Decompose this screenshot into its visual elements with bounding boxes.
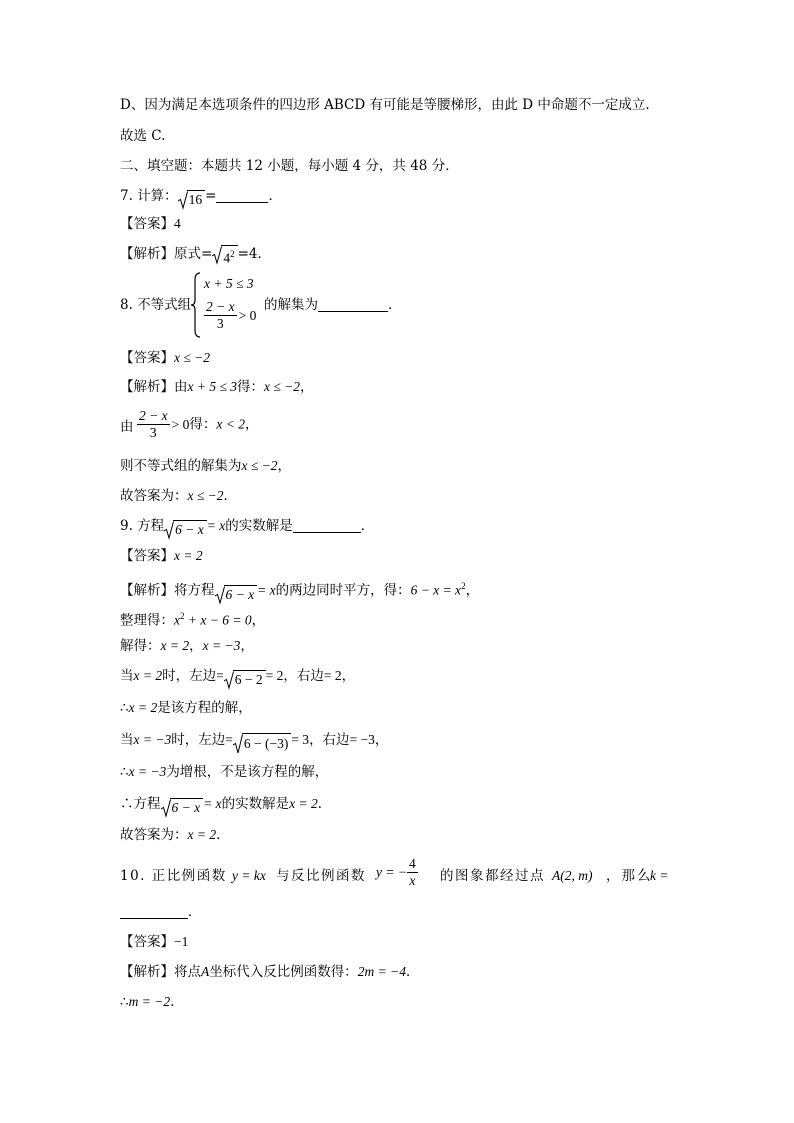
q8-a4-end: ． <box>223 488 238 504</box>
q8-blank <box>318 297 388 312</box>
q7-end: ． <box>268 188 282 204</box>
radical-sign-icon <box>178 190 188 210</box>
q8-analysis-tag: 【解析】 <box>120 379 174 395</box>
q9-s4-rval: = 2 <box>323 668 342 683</box>
q8-analysis-line-1 <box>120 377 680 397</box>
q9-s9-pre: 故答案为： <box>120 827 188 843</box>
q10-mid: 与反比例函数 <box>276 868 366 884</box>
q9-step-9 <box>120 825 680 845</box>
question-7 <box>120 186 680 210</box>
q10-tail2: ，那么 <box>606 868 653 884</box>
q9-s6-mid: 时，左边 <box>171 732 226 748</box>
q9-s3-pre: 解得： <box>120 638 161 654</box>
q10-f2-pre: y = − <box>376 864 407 880</box>
q9-s3-a: x = 2 <box>160 638 190 653</box>
q9-s1-res: 6 − x = x <box>410 582 462 598</box>
q9-s1-rhs: = x <box>257 582 276 598</box>
q7-sqrt <box>178 190 206 210</box>
q9-s4-mid: 时，左边 <box>162 668 217 684</box>
q7-analysis-line <box>120 244 680 268</box>
q7-analysis-tag: 【解析】 <box>120 246 174 262</box>
q10-answer-tag: 【答案】 <box>120 934 174 950</box>
q9-s4-sqrt <box>224 670 266 690</box>
q9-s2-end: ， <box>251 612 266 629</box>
q9-s8-rhs: = x <box>203 796 222 811</box>
q9-end: ． <box>360 518 375 534</box>
radical-sign-icon <box>224 670 234 690</box>
q8-row2 <box>204 299 256 332</box>
q9-blank <box>293 518 361 533</box>
q9-s4-end: ， <box>341 668 356 684</box>
q9-s2-exp: 2 <box>180 611 185 621</box>
q8-a2-rel: > 0 <box>171 416 190 432</box>
q8-frac-rel: > 0 <box>238 307 257 323</box>
q7-analysis-pre: 原式= <box>174 246 213 262</box>
q7-blank <box>216 188 268 203</box>
q7-analysis-sqrt <box>212 245 237 269</box>
q10-analysis-tag: 【解析】 <box>120 964 174 980</box>
radical-sign-icon <box>164 520 174 540</box>
q9-tail: 的实数解是 <box>225 518 293 534</box>
q9-s6-end: ， <box>374 732 389 748</box>
q7-analysis-post: =4． <box>237 246 271 262</box>
q9-s8-end: ． <box>317 796 332 812</box>
q8-a2-frac-num: 2 − x <box>139 408 168 423</box>
q10-a2-eq: m = −2 <box>128 994 171 1009</box>
q9-s1-sqrt <box>215 585 258 605</box>
q9-s4-right: ，右边 <box>283 668 324 684</box>
q9-s1-exp: 2 <box>461 581 466 591</box>
q9-s8-radicand: 6 − x <box>170 798 204 815</box>
q10-label: 10. 正比例函数 <box>120 868 227 884</box>
q7-analysis-exp: 2 <box>230 248 235 259</box>
q9-s3-b: x = −3 <box>202 638 241 653</box>
q8-a1-mid: 得： <box>237 379 265 395</box>
q10-a1-end: ． <box>405 964 420 980</box>
q9-step-8 <box>120 794 680 818</box>
q8-a1-ineq: x + 5 ≤ 3 <box>187 379 238 394</box>
choice-text: 故选 C. <box>120 128 166 144</box>
q8-a1-res: x ≤ −2 <box>264 379 301 394</box>
question-10 <box>120 856 680 894</box>
q9-step-2 <box>120 606 680 631</box>
q9-s6-cond: x = −3 <box>133 732 172 747</box>
q9-s6-rval: = −3 <box>349 732 375 747</box>
q8-a2-frac-den: 3 <box>149 425 157 440</box>
q8-tail: 的解集为 <box>264 297 318 313</box>
q9-label: 9. 方程 <box>120 518 165 534</box>
q10-a2-end: ． <box>170 994 184 1010</box>
q7-analysis-base: 4 <box>223 250 231 265</box>
q8-analysis-line-3 <box>120 456 680 476</box>
q7-label: 7. 计算： <box>120 188 178 204</box>
q9-radicand: 6 − x <box>173 520 207 537</box>
q9-s9-end: ． <box>216 827 230 843</box>
q9-s1-pre: 将方程 <box>174 582 215 599</box>
q8-row1: x + 5 ≤ 3 <box>204 276 254 291</box>
q7-answer-line <box>120 214 680 234</box>
q9-s5-pre: ∴ <box>120 700 129 716</box>
q9-s9-res: x = 2 <box>187 827 217 842</box>
q10-k: k = <box>650 868 669 883</box>
q8-a1-pre: 由 <box>174 379 188 395</box>
q8-a2-end: ， <box>244 416 259 433</box>
q9-s4-rad: 6 − 2 <box>233 670 266 687</box>
q8-answer-line <box>120 348 680 368</box>
q9-s3-end: ， <box>240 638 254 654</box>
q7-equals: = <box>205 188 217 204</box>
q10-tail1: 的图象都经过点 <box>440 868 545 884</box>
q10-blank-line <box>120 902 680 922</box>
q10-a1-pre: 将点 <box>174 964 201 980</box>
radical-sign-icon <box>233 733 243 755</box>
q9-s7-post: 为增根，不是该方程的解， <box>166 764 329 780</box>
q8-a2-pre: 由 <box>120 419 134 435</box>
q9-s8-mid: 的实数解是 <box>221 796 290 812</box>
q7-radicand: 16 <box>187 190 206 207</box>
q8-a3-pre: 则不等式组的解集为 <box>120 458 242 474</box>
q10-a1-mid: 坐标代入反比例函数得： <box>209 964 358 980</box>
q8-a4-pre: 故答案为： <box>120 488 188 504</box>
q8-a1-end: ， <box>300 379 314 395</box>
q10-a2-pre: ∴ <box>120 994 129 1010</box>
q10-a1-A: A <box>201 964 210 979</box>
q8-a3-res: x ≤ −2 <box>241 458 278 473</box>
q9-s4-val: = 2 <box>265 668 284 683</box>
q8-a2-res: x < 2 <box>216 416 245 432</box>
q10-analysis-line-2 <box>120 992 680 1012</box>
q10-f2-den: x <box>409 873 416 888</box>
q10-f2 <box>376 856 418 889</box>
q9-s1-radicand: 6 − x <box>224 585 258 602</box>
q9-step-7 <box>120 762 680 782</box>
q10-a1-eq: 2m = −4 <box>357 964 406 979</box>
q10-analysis-line-1 <box>120 962 680 982</box>
option-d-line <box>120 95 680 115</box>
option-d-text: D、因为满足本选项条件的四边形 ABCD 有可能是等腰梯形，由此 D 中命题不一定成立. <box>120 97 650 113</box>
q8-a3-end: ， <box>277 458 292 474</box>
q10-answer: −1 <box>174 934 189 949</box>
section-heading-text: 二、填空题：本题共 12 小题，每小题 4 分，共 48 分． <box>120 158 459 174</box>
q8-end: ． <box>388 297 402 313</box>
q8-frac-den: 3 <box>216 316 224 331</box>
q9-s6-rad: 6 − (−3) <box>242 733 291 752</box>
q9-s8-sqrt <box>161 798 204 818</box>
q10-f2-num: 4 <box>408 856 416 871</box>
q9-s2-b: + x − 6 = 0 <box>184 612 252 628</box>
q9-s6-pre: 当 <box>120 732 134 748</box>
q9-step-1 <box>120 576 680 605</box>
q9-s2-pre: 整理得： <box>120 612 174 629</box>
q10-blank <box>120 904 188 919</box>
q8-a2-mid: 得： <box>189 416 217 433</box>
q9-step-6 <box>120 730 680 754</box>
radical-sign-icon <box>215 585 225 605</box>
choice-line <box>120 126 680 146</box>
q8-analysis-line-2 <box>120 408 680 444</box>
q8-label: 8. 不等式组 <box>120 297 192 313</box>
q9-s7-pre: ∴ <box>120 764 129 780</box>
q9-s6-right: ，右边 <box>309 732 350 748</box>
q9-s1-end: ， <box>465 582 480 599</box>
section-heading <box>120 156 680 176</box>
q8-answer-tag: 【答案】 <box>120 350 174 366</box>
radical-sign-icon <box>212 245 222 265</box>
q9-eq-rhs: = x <box>206 518 226 533</box>
q9-s8-res: x = 2 <box>289 796 318 811</box>
q9-s3-sep: ， <box>189 638 203 654</box>
question-9 <box>120 516 680 540</box>
q9-analysis-tag: 【解析】 <box>120 582 174 599</box>
q9-s4-cond: x = 2 <box>133 668 163 683</box>
q9-step-3 <box>120 636 680 656</box>
q9-step-4 <box>120 666 680 690</box>
q10-end: ． <box>188 904 202 920</box>
q9-s7-expr: x = −3 <box>128 764 167 779</box>
q9-s1-mid: 的两边同时平方，得： <box>275 582 411 599</box>
q9-s4-pre: 当 <box>120 668 134 684</box>
q9-s6-eq: = <box>225 732 233 747</box>
q7-answer: 4 <box>174 216 181 231</box>
q10-f1: y = kx <box>232 868 266 883</box>
q8-a4-res: x ≤ −2 <box>187 488 224 503</box>
q9-answer-line <box>120 546 680 566</box>
q9-s5-post: 是该方程的解， <box>157 700 252 716</box>
q8-answer: x ≤ −2 <box>174 350 211 365</box>
q9-s6-val: = 3 <box>291 732 310 747</box>
q9-sqrt <box>164 520 207 540</box>
radical-sign-icon <box>161 798 171 818</box>
left-brace-icon <box>190 272 202 338</box>
q10-answer-line <box>120 932 680 952</box>
q7-answer-tag: 【答案】 <box>120 216 174 232</box>
q8-frac-num: 2 − x <box>206 299 235 314</box>
q9-s4-eq: = <box>216 668 224 683</box>
q10-point: A(2, m) <box>552 868 593 883</box>
q9-s5-expr: x = 2 <box>128 700 158 715</box>
q9-answer: x = 2 <box>174 548 203 563</box>
q9-step-5 <box>120 698 680 718</box>
q9-answer-tag: 【答案】 <box>120 548 174 564</box>
q9-s8-pre: ∴方程 <box>120 796 161 812</box>
question-8 <box>120 272 680 338</box>
q8-analysis-line-4 <box>120 486 680 506</box>
q9-s2-a: x <box>174 612 180 628</box>
q9-s6-sqrt <box>233 733 291 754</box>
